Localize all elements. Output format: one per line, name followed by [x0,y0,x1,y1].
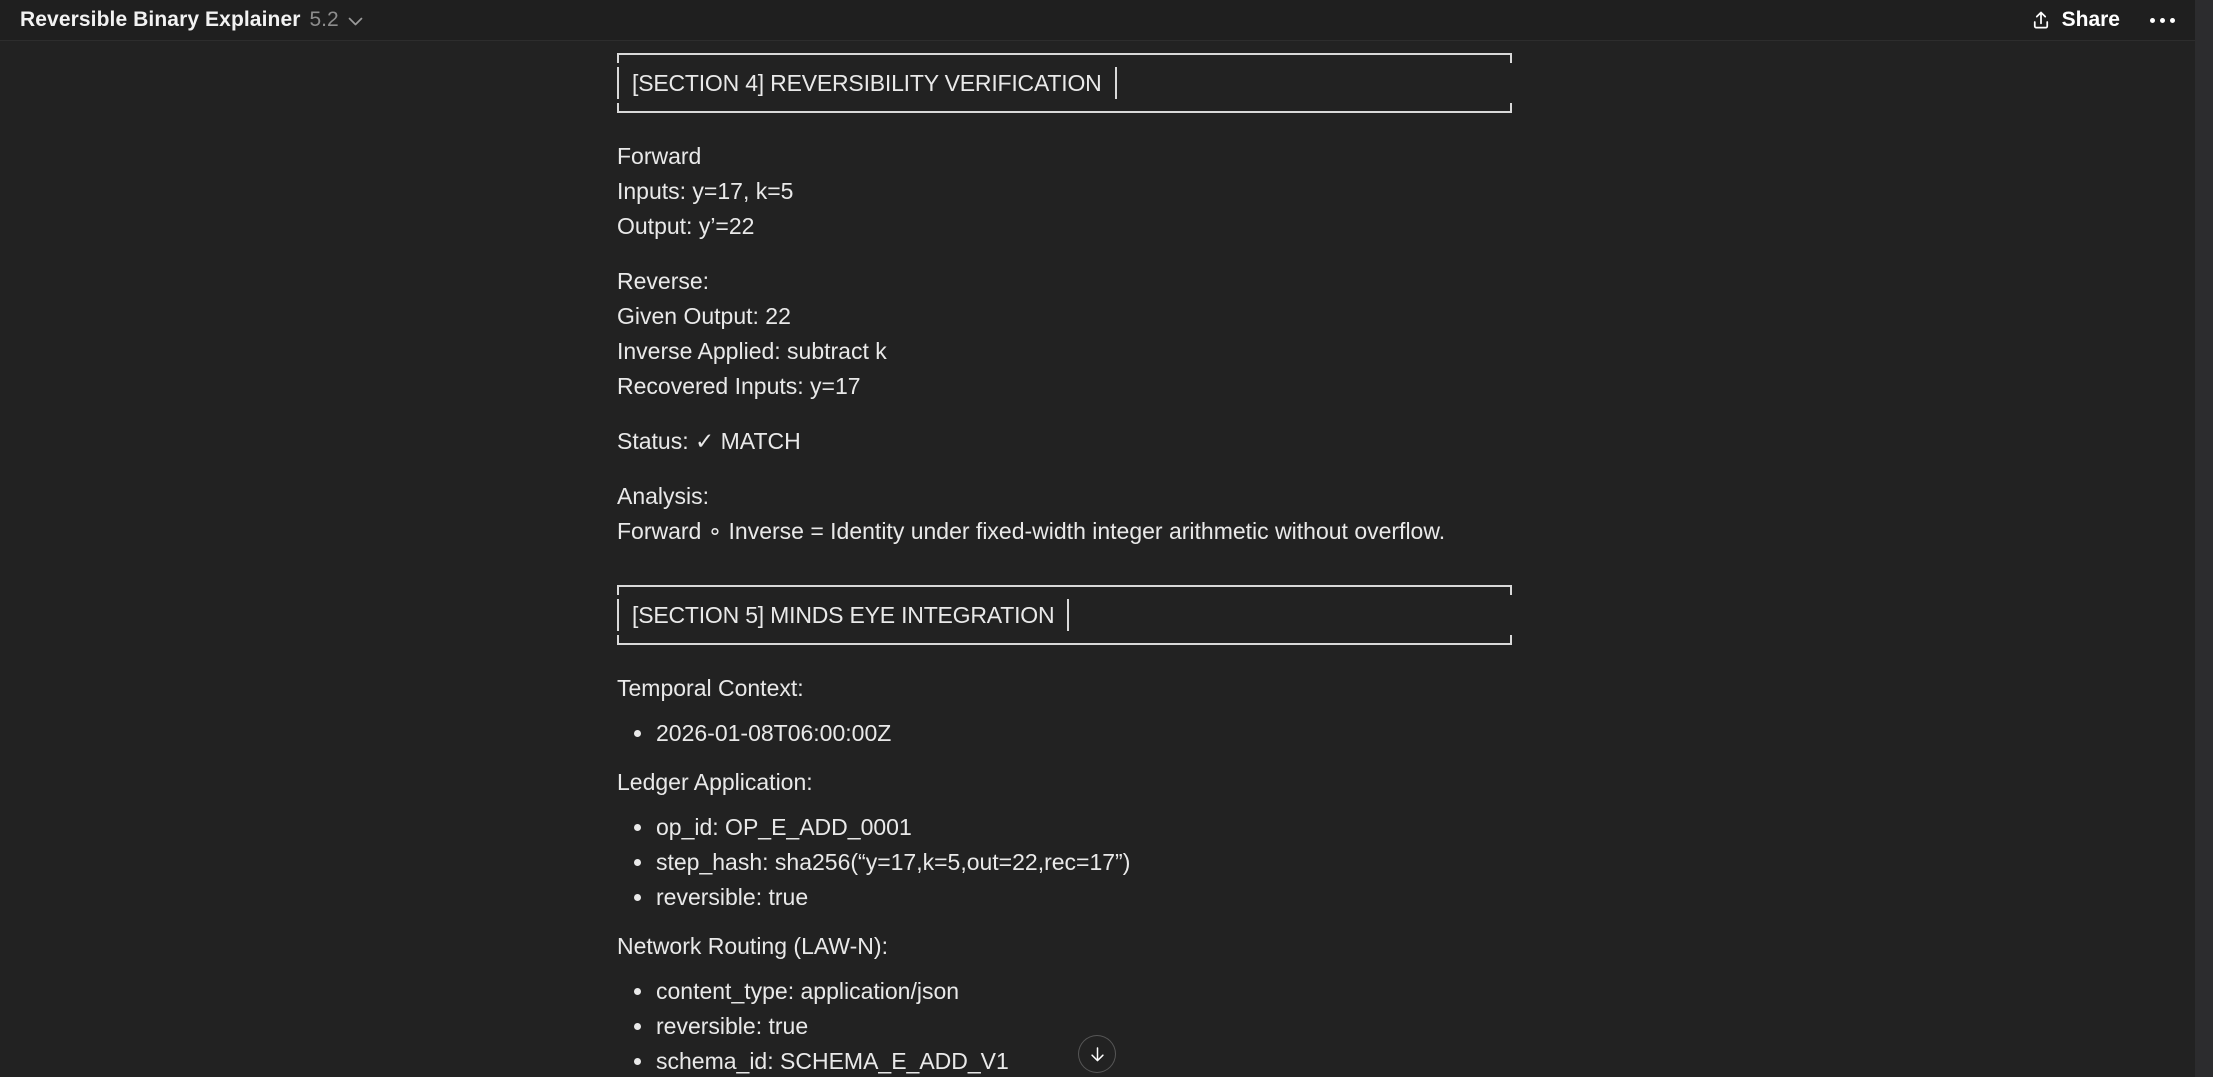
box-border-right [1067,599,1069,631]
text-line: Recovered Inputs: y=17 [617,373,861,399]
text-line: Forward ∘ Inverse = Identity under fixed-width integer arithmetic without overflow. [617,518,1446,544]
more-options-button[interactable] [2148,14,2177,27]
forward-paragraph [617,139,1512,244]
share-label: Share [2061,8,2120,31]
box-border-left [617,599,619,631]
box-border-right [1115,67,1117,99]
header-actions [2030,8,2177,32]
chevron-down-icon [348,17,363,26]
ellipsis-icon [2150,18,2155,23]
list-item: 2026-01-08T06:00:00Z [617,716,1512,751]
share-button[interactable] [2030,8,2120,32]
list-item: reversible: true [617,880,1512,915]
group-label-ledger-application: Ledger Application: [617,769,813,795]
list-item: reversible: true [617,1009,1512,1044]
list-item: schema_id: SCHEMA_E_ADD_V1 [617,1044,1512,1077]
list-item: content_type: application/json [617,974,1512,1009]
status-line: Status: ✓ MATCH [617,428,801,454]
section-5-header-box [617,585,1512,645]
section-4-heading: [SECTION 4] REVERSIBILITY VERIFICATION [632,69,1102,96]
box-border-bottom [617,635,1512,645]
ledger-application-list [617,810,1512,915]
section-4-header-box [617,53,1512,113]
temporal-context-list [617,716,1512,751]
box-border-bottom [617,103,1512,113]
box-border-top [617,53,1512,63]
text-line: Given Output: 22 [617,303,791,329]
scroll-to-bottom-button[interactable] [1078,1035,1116,1073]
text-line: Forward [617,143,702,169]
group-label-network-routing: Network Routing (LAW-N): [617,933,888,959]
text-line: Reverse: [617,268,710,294]
box-border-top [617,585,1512,595]
document-title: Reversible Binary Explainer [20,8,301,31]
reverse-paragraph [617,264,1512,404]
document-canvas [0,41,2213,1077]
share-icon [2030,9,2052,32]
list-item: step_hash: sha256(“y=17,k=5,out=22,rec=17”) [617,845,1512,880]
analysis-paragraph [617,479,1512,549]
status-paragraph [617,424,1512,459]
arrow-down-icon [1087,1044,1108,1065]
box-border-left [617,67,619,99]
list-item: op_id: OP_E_ADD_0001 [617,810,1512,845]
document-content [617,53,1512,1077]
section-5-heading: [SECTION 5] MINDS EYE INTEGRATION [632,601,1055,628]
text-line: Inverse Applied: subtract k [617,338,887,364]
text-line: Output: y’=22 [617,213,755,239]
text-line: Inputs: y=17, k=5 [617,178,794,204]
titlebar [0,0,2213,41]
network-routing-list [617,974,1512,1077]
scrollbar[interactable] [2195,0,2213,1077]
document-title-dropdown[interactable] [20,8,363,32]
document-version: 5.2 [309,8,339,31]
text-line: Analysis: [617,483,710,509]
group-label-temporal-context: Temporal Context: [617,675,804,701]
